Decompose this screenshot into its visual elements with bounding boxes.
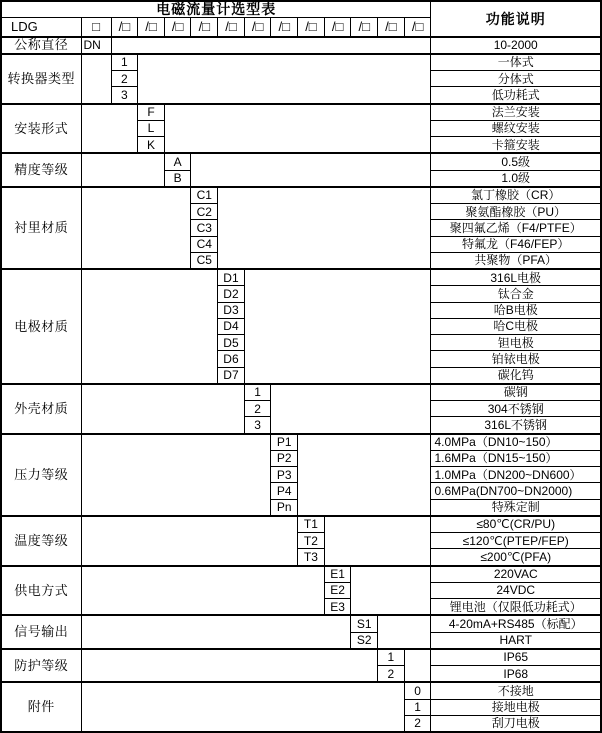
model-slot-box: /□ bbox=[218, 17, 245, 37]
option-code: D7 bbox=[218, 367, 245, 384]
option-code: T2 bbox=[298, 533, 325, 549]
option-description: 刮刀电极 bbox=[431, 715, 601, 732]
right-filler-cell bbox=[111, 37, 431, 54]
model-slot-box: /□ bbox=[324, 17, 351, 37]
category-label: 精度等级 bbox=[1, 153, 81, 187]
left-filler-cell bbox=[81, 54, 111, 104]
option-description: 螺纹安装 bbox=[431, 120, 601, 136]
option-description: 接地电极 bbox=[431, 699, 601, 715]
option-code: D5 bbox=[218, 335, 245, 351]
left-filler-cell bbox=[81, 615, 351, 649]
option-code: L bbox=[138, 120, 165, 136]
model-slot-box: /□ bbox=[298, 17, 325, 37]
option-description: 0.5级 bbox=[431, 153, 601, 170]
option-description: 锂电池（仅限低功耗式） bbox=[431, 599, 601, 616]
option-row bbox=[1, 615, 601, 632]
option-row bbox=[1, 566, 601, 583]
right-filler-cell bbox=[378, 615, 431, 649]
option-description: 共聚物（PFA） bbox=[431, 252, 601, 269]
option-description: 分体式 bbox=[431, 71, 601, 87]
option-description: 不接地 bbox=[431, 682, 601, 699]
option-code: 0 bbox=[404, 682, 431, 699]
right-filler-cell bbox=[351, 566, 431, 616]
option-row bbox=[1, 649, 601, 666]
option-description: ≤80℃(CR/PU) bbox=[431, 516, 601, 533]
model-slot-box: /□ bbox=[404, 17, 431, 37]
option-code: P3 bbox=[271, 467, 298, 483]
category-label: 信号输出 bbox=[1, 615, 81, 649]
model-slot-box: /□ bbox=[271, 17, 298, 37]
option-description: 特殊定制 bbox=[431, 499, 601, 516]
option-description: IP65 bbox=[431, 649, 601, 666]
option-code: E3 bbox=[324, 599, 351, 616]
option-description: 钽电极 bbox=[431, 335, 601, 351]
model-slot-box: /□ bbox=[191, 17, 218, 37]
option-code: S1 bbox=[351, 615, 378, 632]
option-code: F bbox=[138, 104, 165, 121]
option-code: Pn bbox=[271, 499, 298, 516]
option-row bbox=[1, 516, 601, 533]
category-label: 温度等级 bbox=[1, 516, 81, 566]
option-description: 特氟龙（F46/FEP） bbox=[431, 236, 601, 252]
model-code-box: □ bbox=[81, 17, 111, 37]
model-slot-box: /□ bbox=[138, 17, 165, 37]
option-code: A bbox=[164, 153, 191, 170]
option-code: 2 bbox=[378, 666, 405, 683]
category-label: 压力等级 bbox=[1, 434, 81, 516]
left-filler-cell bbox=[81, 682, 404, 732]
left-filler-cell bbox=[81, 434, 271, 516]
option-code: 2 bbox=[404, 715, 431, 732]
option-description: 1.0MPa（DN200~DN600） bbox=[431, 467, 601, 483]
option-description: 0.6MPa(DN700~DN2000) bbox=[431, 483, 601, 499]
right-filler-cell bbox=[271, 384, 431, 434]
model-slot-box: /□ bbox=[111, 17, 138, 37]
option-code: S2 bbox=[351, 632, 378, 649]
option-row bbox=[1, 104, 601, 121]
category-label: 衬里材质 bbox=[1, 187, 81, 269]
option-code: 1 bbox=[378, 649, 405, 666]
right-filler-cell bbox=[324, 516, 431, 566]
right-filler-cell bbox=[218, 187, 431, 269]
option-row bbox=[1, 37, 601, 54]
option-description: 316L不锈钢 bbox=[431, 417, 601, 434]
option-description: 聚四氟乙烯（F4/PTFE） bbox=[431, 220, 601, 236]
option-description: 304不锈钢 bbox=[431, 401, 601, 417]
option-code: C3 bbox=[191, 220, 218, 236]
category-label: 电极材质 bbox=[1, 269, 81, 384]
option-code: 2 bbox=[244, 401, 271, 417]
option-row bbox=[1, 434, 601, 451]
option-code: 1 bbox=[111, 54, 138, 71]
option-code: DN bbox=[81, 37, 111, 54]
option-row bbox=[1, 187, 601, 204]
option-code: T1 bbox=[298, 516, 325, 533]
option-code: C4 bbox=[191, 236, 218, 252]
option-code: C1 bbox=[191, 187, 218, 204]
model-prefix-label: LDG bbox=[1, 17, 81, 37]
option-row bbox=[1, 269, 601, 286]
option-code: C2 bbox=[191, 204, 218, 220]
option-description: 4.0MPa（DN10~150） bbox=[431, 434, 601, 451]
option-code: D4 bbox=[218, 318, 245, 334]
table-title: 电磁流量计选型表 bbox=[1, 1, 431, 17]
option-code: E1 bbox=[324, 566, 351, 583]
option-description: 卡箍安装 bbox=[431, 137, 601, 154]
option-description: 10-2000 bbox=[431, 37, 601, 54]
option-description: 铂铱电极 bbox=[431, 351, 601, 367]
option-description: 聚氨酯橡胶（PU） bbox=[431, 204, 601, 220]
left-filler-cell bbox=[81, 187, 191, 269]
option-code: D2 bbox=[218, 286, 245, 302]
model-slot-box: /□ bbox=[164, 17, 191, 37]
right-filler-cell bbox=[404, 649, 431, 683]
option-code: D1 bbox=[218, 269, 245, 286]
category-label: 安装形式 bbox=[1, 104, 81, 154]
category-label: 附件 bbox=[1, 682, 81, 732]
option-description: 钛合金 bbox=[431, 286, 601, 302]
option-code: 1 bbox=[244, 384, 271, 401]
option-description: 法兰安装 bbox=[431, 104, 601, 121]
option-code: E2 bbox=[324, 582, 351, 598]
option-code: C5 bbox=[191, 252, 218, 269]
option-description: 316L电极 bbox=[431, 269, 601, 286]
option-code: 3 bbox=[244, 417, 271, 434]
model-slot-box: /□ bbox=[351, 17, 378, 37]
right-filler-cell bbox=[298, 434, 431, 516]
left-filler-cell bbox=[81, 516, 298, 566]
option-code: K bbox=[138, 137, 165, 154]
option-row bbox=[1, 384, 601, 401]
option-description: IP68 bbox=[431, 666, 601, 683]
option-row bbox=[1, 153, 601, 170]
left-filler-cell bbox=[81, 566, 324, 616]
left-filler-cell bbox=[81, 269, 218, 384]
option-description: 1.0级 bbox=[431, 170, 601, 187]
right-filler-cell bbox=[191, 153, 431, 187]
option-code: D6 bbox=[218, 351, 245, 367]
option-description: 碳化钨 bbox=[431, 367, 601, 384]
option-code: 2 bbox=[111, 71, 138, 87]
option-description: 氯丁橡胶（CR） bbox=[431, 187, 601, 204]
option-description: 4-20mA+RS485（标配） bbox=[431, 615, 601, 632]
option-description: 低功耗式 bbox=[431, 87, 601, 104]
option-code: P4 bbox=[271, 483, 298, 499]
option-description: 碳钢 bbox=[431, 384, 601, 401]
option-description: ≤120℃(PTEP/FEP) bbox=[431, 533, 601, 549]
category-label: 外壳材质 bbox=[1, 384, 81, 434]
option-row bbox=[1, 54, 601, 71]
option-code: B bbox=[164, 170, 191, 187]
option-code: T3 bbox=[298, 549, 325, 566]
right-filler-cell bbox=[244, 269, 431, 384]
category-label: 转换器类型 bbox=[1, 54, 81, 104]
left-filler-cell bbox=[81, 384, 244, 434]
option-code: P1 bbox=[271, 434, 298, 451]
option-code: P2 bbox=[271, 450, 298, 466]
option-code: 3 bbox=[111, 87, 138, 104]
option-description: HART bbox=[431, 632, 601, 649]
left-filler-cell bbox=[81, 153, 164, 187]
option-description: ≤200℃(PFA) bbox=[431, 549, 601, 566]
option-description: 220VAC bbox=[431, 566, 601, 583]
right-filler-cell bbox=[138, 54, 431, 104]
option-code: 1 bbox=[404, 699, 431, 715]
title-row bbox=[1, 1, 601, 17]
right-filler-cell bbox=[164, 104, 431, 154]
category-label: 防护等级 bbox=[1, 649, 81, 683]
option-description: 哈C电极 bbox=[431, 318, 601, 334]
option-description: 哈B电极 bbox=[431, 302, 601, 318]
option-description: 24VDC bbox=[431, 582, 601, 598]
category-label: 供电方式 bbox=[1, 566, 81, 616]
left-filler-cell bbox=[81, 104, 138, 154]
model-slot-box: /□ bbox=[378, 17, 405, 37]
category-label: 公称直径 bbox=[1, 37, 81, 54]
option-code: D3 bbox=[218, 302, 245, 318]
option-row bbox=[1, 682, 601, 699]
function-column-header: 功能说明 bbox=[431, 1, 601, 37]
model-slot-box: /□ bbox=[244, 17, 271, 37]
option-description: 1.6MPa（DN15~150） bbox=[431, 450, 601, 466]
left-filler-cell bbox=[81, 649, 378, 683]
option-description: 一体式 bbox=[431, 54, 601, 71]
